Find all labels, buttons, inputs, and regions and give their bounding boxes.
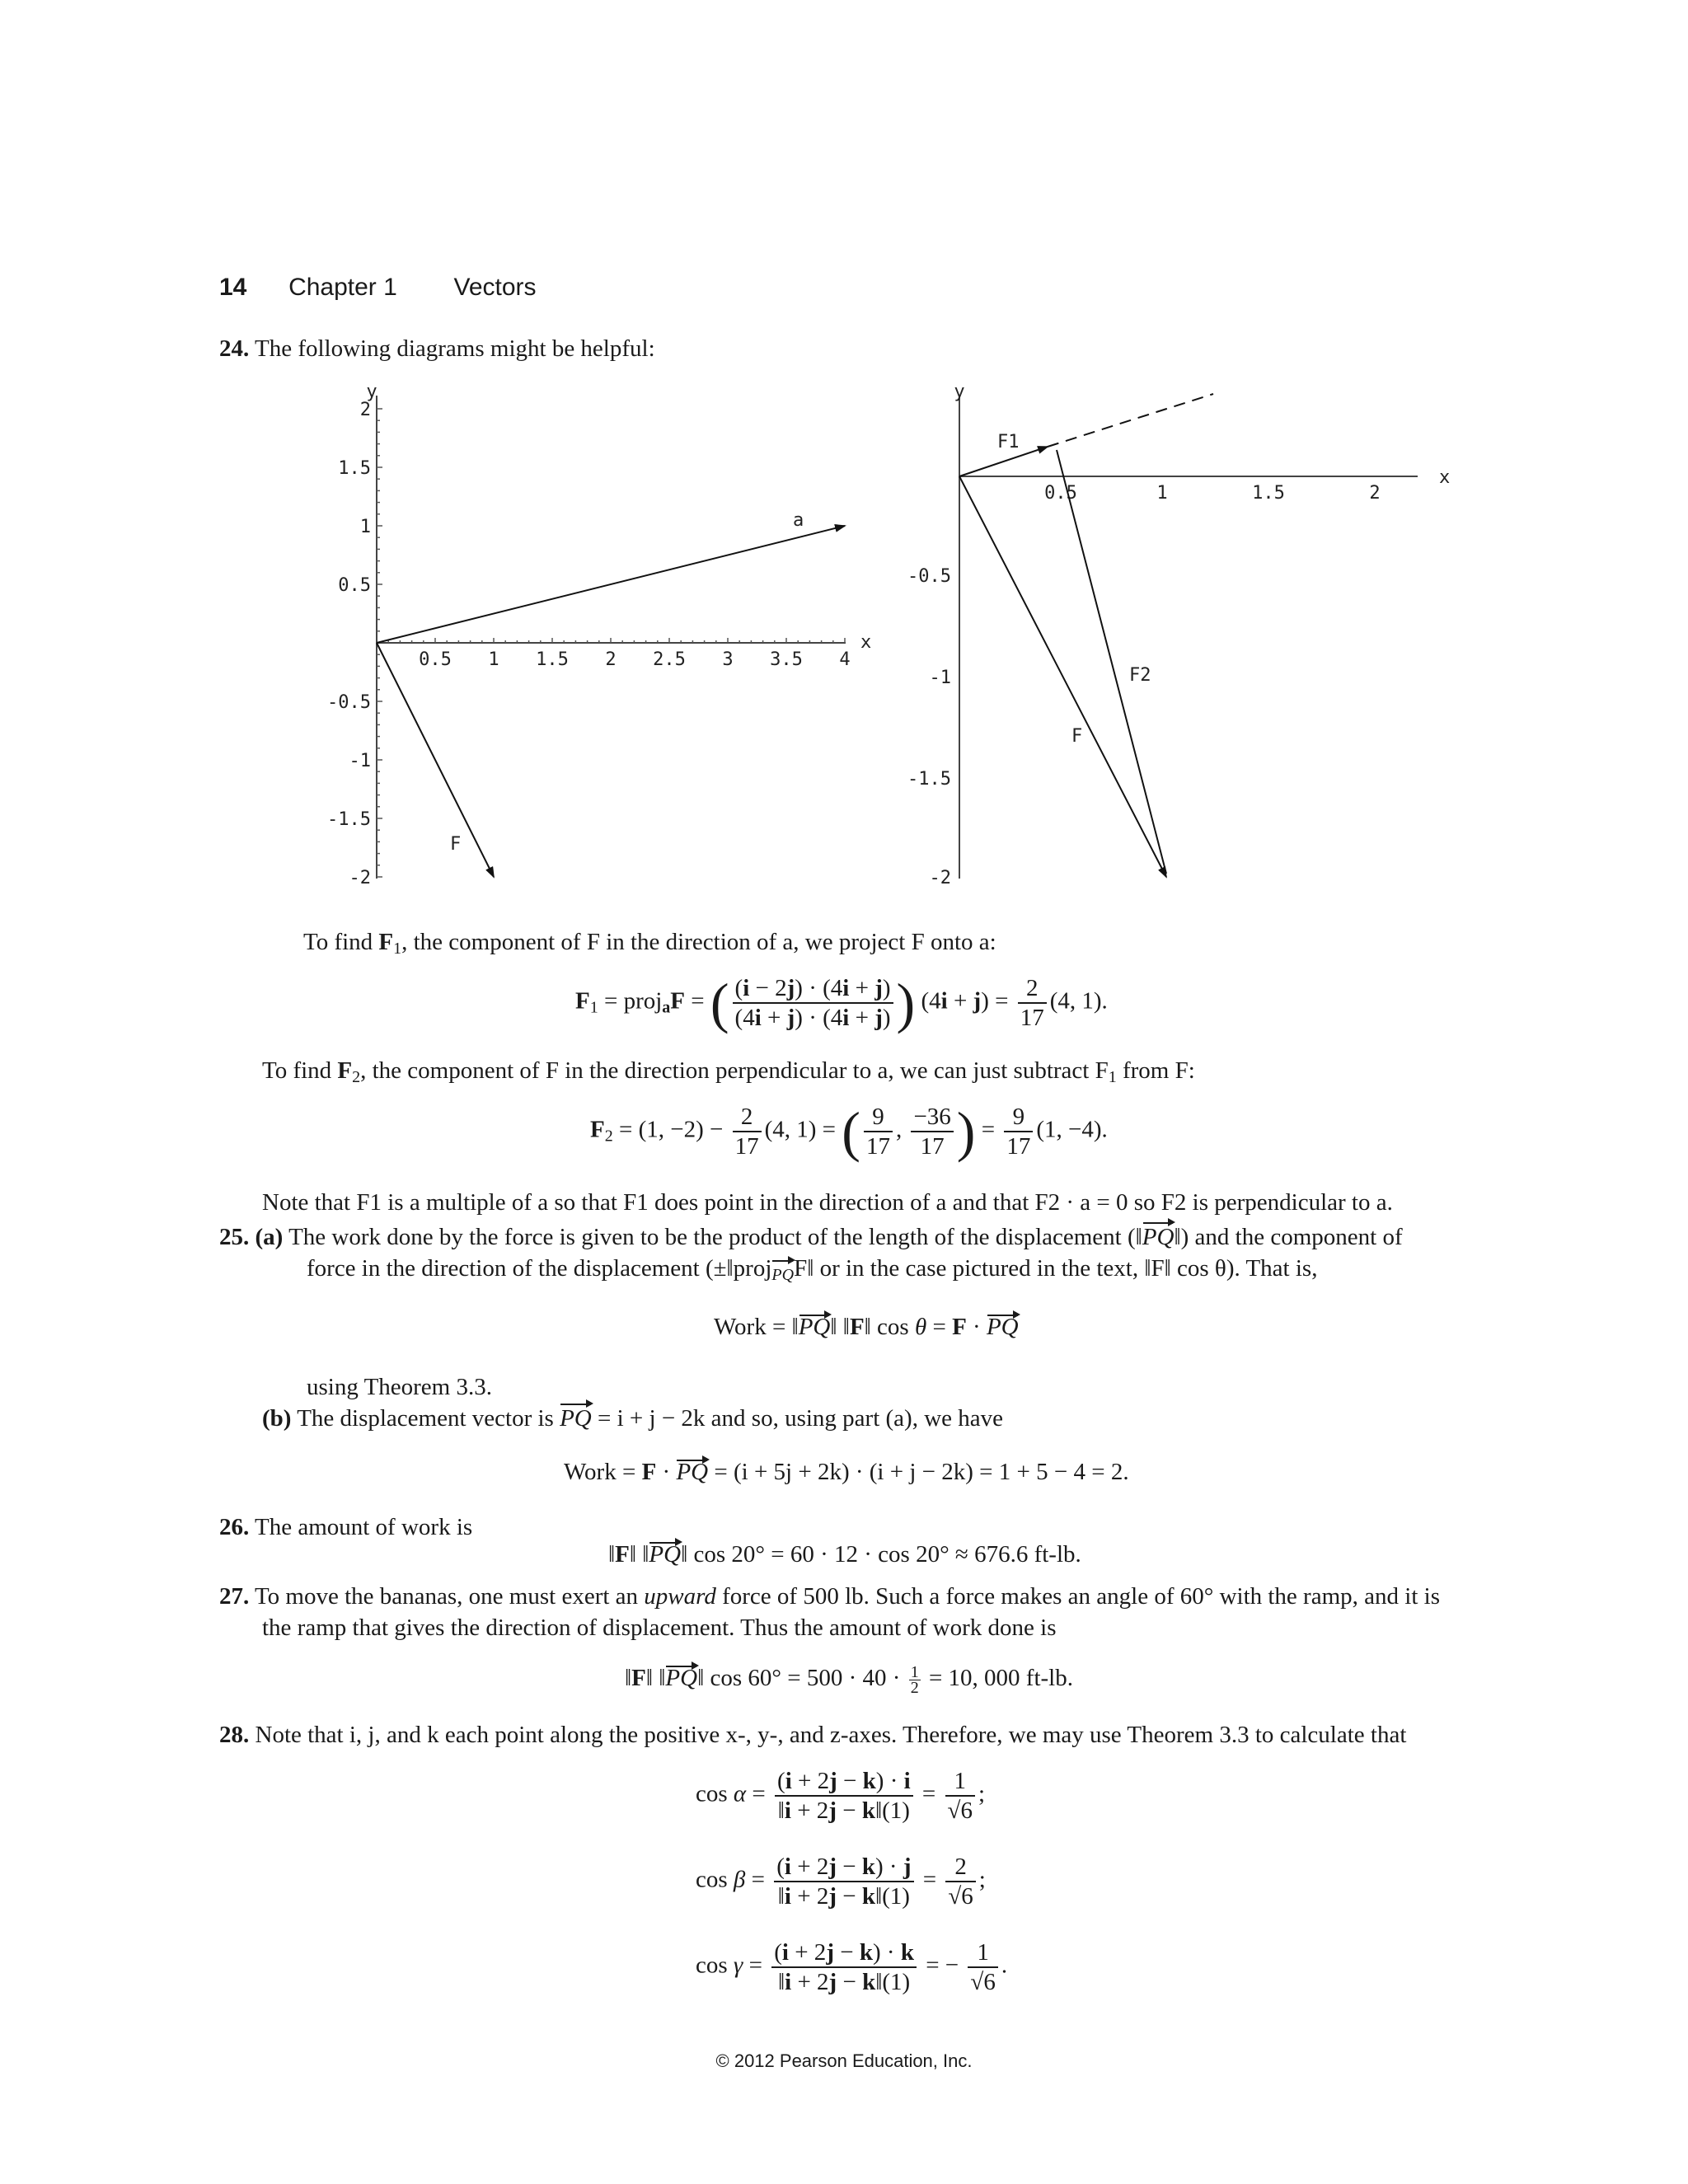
x-tick: 0.5: [419, 649, 452, 670]
x-tick: 1: [488, 649, 499, 670]
theorem-note: using Theorem 3.3.: [307, 1374, 492, 1400]
line-text-end: force of 500 lb. Such a force makes an angle of 60° with the ramp, and it is: [715, 1583, 1440, 1610]
y-tick: -2: [929, 868, 951, 888]
x-tick: 1.5: [536, 649, 569, 670]
line-text: The displacement vector is: [297, 1405, 554, 1432]
line-text: To move the bananas, one must exert an: [254, 1583, 645, 1610]
equation-rhs: = (i + 5j + 2k) · (i + j − 2k) = 1 + 5 − 4 = 2.: [714, 1459, 1129, 1485]
work-b-equation: Work = F · PQ = (i + 5j + 2k) · (i + j − 2k) = 1 + 5 − 4 = 2.: [564, 1459, 1129, 1485]
problem-26: [219, 1511, 472, 1543]
chapter-title: Vectors: [453, 274, 537, 301]
y-tick: 2: [359, 400, 371, 420]
f1-equation: $F_1$ = proj$_a$F = ( $\frac{(i - 2j) \cdot (4i + j)}{(4i + j) \cdot (4i + j)}$ ) (4i + j) = $\frac{2}{17}$ (4, 1).: [575, 972, 1108, 1034]
diagram-right: [890, 379, 1467, 898]
x-axis-label: x: [860, 632, 872, 653]
y-tick: -0.5: [327, 692, 371, 713]
y-tick: -1: [349, 751, 371, 771]
f2-pre: To find: [262, 1057, 338, 1084]
f2-sentence: To find $F_2$, the component of F in the direction perpendicular to a, we can just subtract $F_1$ from F:: [262, 1057, 1195, 1086]
cos-beta-equation: cos β = $\frac{(i + 2j - k) \cdot j}{‖i + 2j - k‖(1)}$ = $\frac{2}{√6}$ ;: [696, 1854, 986, 1910]
f2-post: , the component of F in the direction perpendicular to a, we can just subtract F: [360, 1057, 1109, 1084]
direction-a-dashed: [1048, 394, 1213, 447]
y-tick: -0.5: [907, 566, 951, 587]
work-26-equation: ‖F‖ ‖PQ‖ cos 20° = 60 · 12 · cos 20° ≈ 676.6 ft-lb.: [608, 1541, 1081, 1568]
x-tick: 2.5: [653, 649, 686, 670]
problem-number: 26.: [219, 1514, 250, 1540]
f1-label: F1: [997, 432, 1020, 452]
line-text: The work done by the force is given to be the product of the length of the displacement (: [288, 1224, 1136, 1250]
y-tick: -1.5: [907, 769, 951, 790]
problem-25-a: 25. (a) The work done by the force is given to be the product of the length of the displacement (‖PQ‖) and the component of: [219, 1221, 1403, 1253]
y-tick: 1.5: [338, 458, 371, 479]
problem-number: 28.: [219, 1722, 250, 1748]
chapter-label: Chapter 1: [288, 274, 397, 301]
line-text: force in the direction of the displacement (±‖proj: [307, 1255, 772, 1282]
page-header: [219, 274, 537, 302]
cos-alpha-equation: cos α = $\frac{(i + 2j - k) \cdot i}{‖i + 2j - k‖(1)}$ = $\frac{1}{√6}$ ;: [696, 1768, 986, 1824]
y-tick: 1: [359, 517, 371, 537]
line-text: The amount of work is: [254, 1514, 473, 1540]
x-tick: 1.5: [1252, 483, 1285, 504]
line-text-end: F‖ or in the case pictured in the text, ‖F‖ cos θ). That is,: [794, 1255, 1318, 1282]
problem-24-intro: [219, 333, 655, 364]
diagram-left: [313, 379, 890, 898]
equation-end: = 10, 000 ft-lb.: [928, 1665, 1073, 1692]
y-tick: -1.5: [327, 809, 371, 830]
x-tick: 2: [605, 649, 617, 670]
problem-25-b: (b) The displacement vector is PQ = i + j − 2k and so, using part (a), we have: [262, 1403, 1003, 1434]
work-27-equation: ‖F‖ ‖PQ‖ cos 60° = 500 · 40 · $\frac{1}{2}$ = 10, 000 ft-lb.: [625, 1663, 1073, 1697]
part-label: (b): [262, 1405, 292, 1432]
intro-text: The following diagrams might be helpful:: [254, 335, 655, 362]
problem-28: [219, 1719, 1406, 1750]
vector-a: [377, 526, 845, 643]
problem-27-line2: the ramp that gives the direction of displacement. Thus the amount of work done is: [262, 1615, 1057, 1641]
f1-post: , the component of F in the direction of a, we project F onto a:: [401, 929, 996, 955]
copyright-footer: © 2012 Pearson Education, Inc.: [715, 2050, 973, 2071]
f2-equation: $F_2 = (1$, −2) − $\frac{2}{17}$ (4, 1) = ( $\frac{9}{17}$ , $\frac{-36}{17}$ ) = $\frac{9}{17}$ (1, −4).: [590, 1100, 1108, 1163]
y-axis-label: y: [954, 382, 965, 402]
f-label: F: [1071, 726, 1083, 747]
y-tick: -1: [929, 668, 951, 688]
part-label: (a): [255, 1224, 284, 1250]
line-text: Note that i, j, and k each point along the positive x-, y-, and z-axes. Therefore, we may use Theorem 3.3 to calculate that: [255, 1722, 1407, 1748]
x-tick-labels: [419, 649, 851, 670]
y-axis-label: y: [366, 382, 377, 402]
line-text-end: ) and the component of: [1180, 1224, 1403, 1250]
vector-a-label: a: [793, 510, 804, 531]
note-sentence: Note that F1 is a multiple of a so that F1 does point in the direction of a and that F2 · a = 0 so F2 is perpendicular to a.: [262, 1189, 1393, 1216]
vector-f-label: F: [450, 834, 462, 855]
x-tick: 3: [722, 649, 734, 670]
work-equation: Work = ‖PQ‖ ‖F‖ cos θ = F · PQ: [714, 1314, 1019, 1340]
x-tick-labels: [1044, 483, 1381, 504]
problem-number: 27.: [219, 1583, 250, 1610]
work-label: Work =: [714, 1314, 786, 1340]
f2-end: from F:: [1116, 1057, 1195, 1084]
y-tick-labels: [907, 566, 951, 888]
x-tick: 1: [1156, 483, 1168, 504]
x-tick: 2: [1369, 483, 1381, 504]
equation-mid: cos 60° = 500 · 40 ·: [710, 1665, 901, 1692]
problem-number: 24.: [219, 335, 250, 362]
equation-rhs: cos 20° = 60 · 12 · cos 20° ≈ 676.6 ft-lb.: [693, 1541, 1081, 1568]
problem-25-a-line2: force in the direction of the displacement (±‖proj$_{PQ}$F‖ or in the case pictured in the text, ‖F‖ cos θ). That is,: [307, 1253, 1317, 1291]
f2-label: F2: [1129, 665, 1151, 686]
page-number: 14: [219, 274, 247, 301]
problem-27-line1: [219, 1581, 1440, 1612]
x-tick: 0.5: [1044, 483, 1077, 504]
x-axis-label: x: [1439, 467, 1451, 488]
line-text-end: = i + j − 2k and so, using part (a), we have: [598, 1405, 1004, 1432]
y-tick: 0.5: [338, 575, 371, 596]
x-tick: 3.5: [770, 649, 803, 670]
vector-f: [377, 643, 494, 877]
problem-number: 25.: [219, 1224, 250, 1250]
cos-gamma-equation: cos γ = $\frac{(i + 2j - k) \cdot k}{‖i + 2j - k‖(1)}$ = − $\frac{1}{√6}$ .: [696, 1939, 1008, 1995]
x-tick: 4: [839, 649, 851, 670]
y-tick-labels: [327, 400, 371, 888]
f1-pre: To find: [303, 929, 379, 955]
y-tick: -2: [349, 868, 371, 888]
emphasis-text: upward: [644, 1583, 716, 1610]
vector-f2: [1057, 450, 1166, 874]
f1-sentence: To find $F_1$, the component of F in the direction of a, we project F onto a:: [303, 929, 996, 958]
